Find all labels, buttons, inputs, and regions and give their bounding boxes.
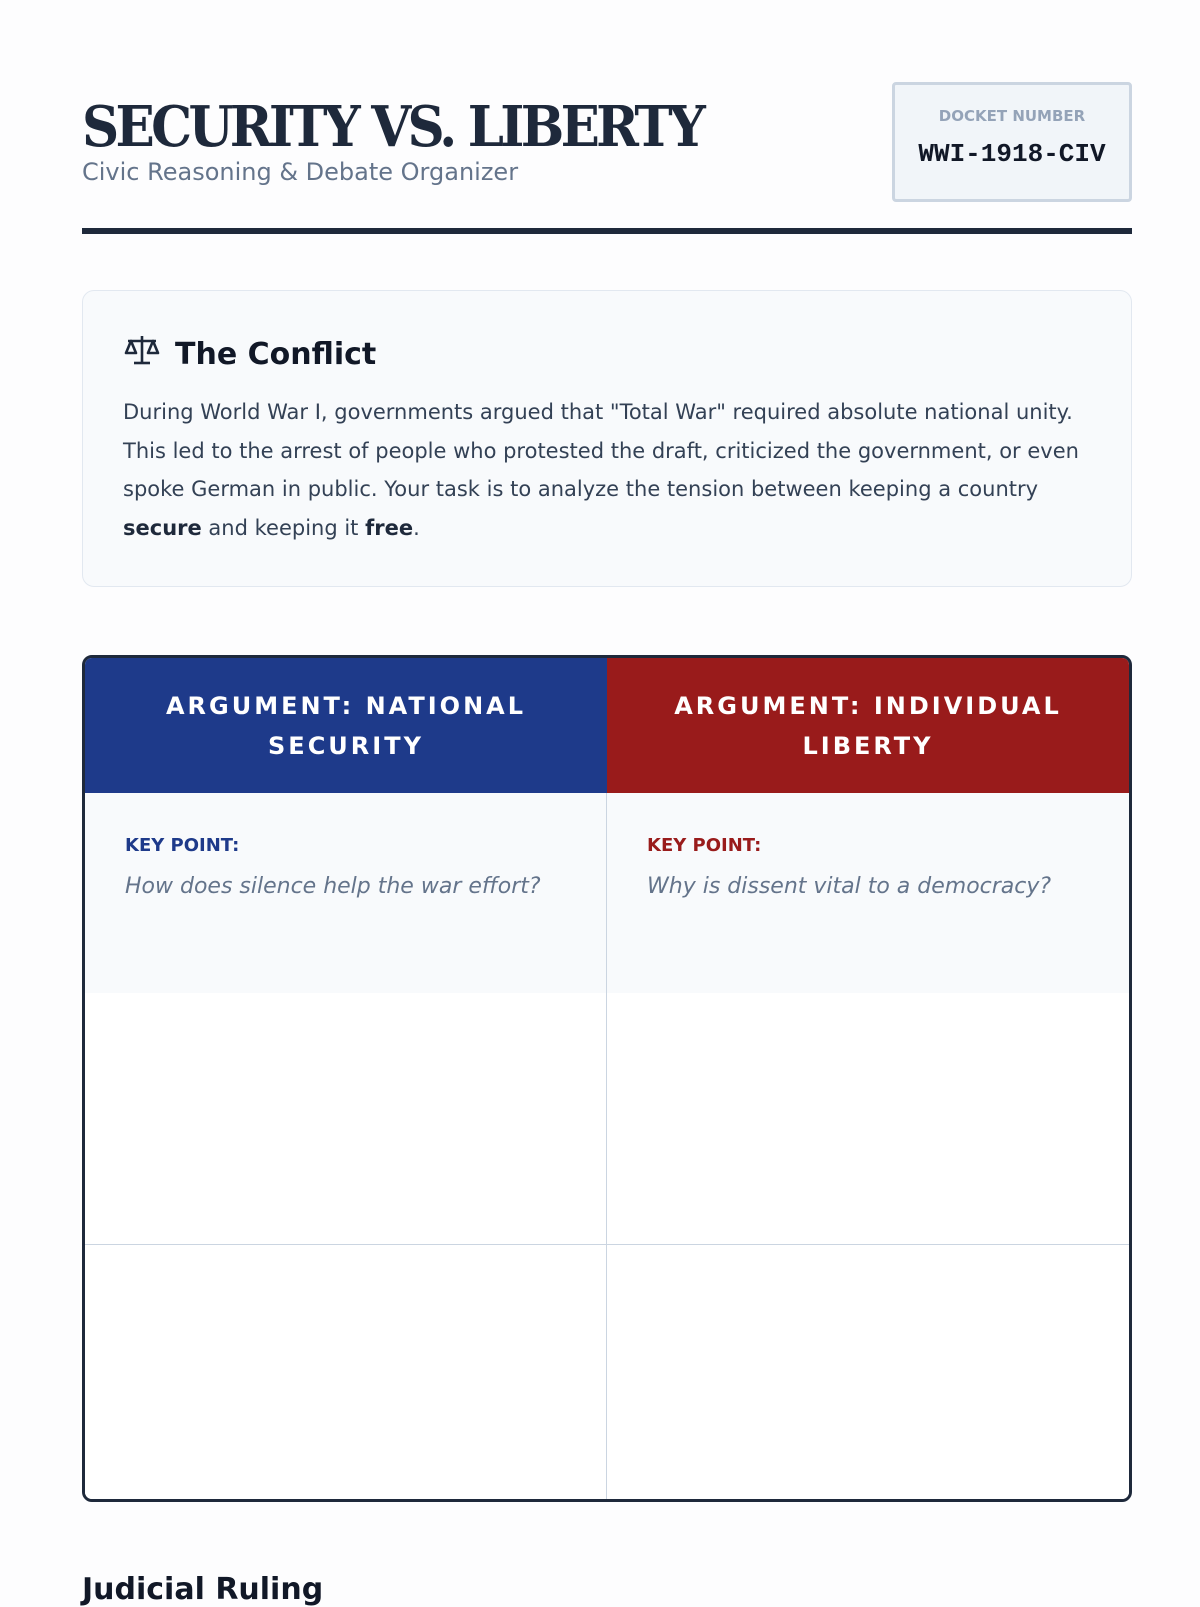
secure-emphasis: secure	[123, 515, 202, 540]
page-subtitle: Civic Reasoning & Debate Organizer	[82, 158, 519, 186]
key-point-label: KEY POINT:	[647, 835, 762, 856]
liberty-response-area-2[interactable]	[607, 1245, 1129, 1499]
conflict-heading	[123, 333, 1091, 375]
security-key-point	[85, 793, 607, 993]
conflict-description	[123, 393, 1091, 547]
conflict-title: The Conflict	[175, 336, 377, 372]
docket-box	[892, 82, 1132, 202]
conflict-text: During World War I, governments argued that "Total War" required absolute national unity. This led to the arrest of people who protested the draft, criticized the government, or even spoke German in public. Your task is to analyze the tension between keeping a country	[123, 400, 1079, 501]
key-point-question: Why is dissent vital to a democracy?	[647, 874, 1052, 899]
docket-number: WWI-1918-CIV	[918, 139, 1106, 169]
key-point-question: How does silence help the war effort?	[125, 874, 541, 899]
page-title: SECURITY VS. LIBERTY	[82, 94, 703, 160]
security-response-area-1[interactable]	[85, 993, 607, 1245]
key-point-label: KEY POINT:	[125, 835, 240, 856]
conflict-text: and keeping it	[201, 515, 366, 540]
security-response-area-2[interactable]	[85, 1245, 607, 1499]
scales-icon	[123, 333, 161, 375]
conflict-text: .	[413, 515, 420, 540]
docket-label: DOCKET NUMBER	[938, 107, 1086, 125]
judicial-ruling-heading: Judicial Ruling	[82, 1572, 324, 1607]
national-security-header: ARGUMENT: NATIONAL SECURITY	[85, 658, 607, 793]
conflict-card	[82, 290, 1132, 587]
individual-liberty-header: ARGUMENT: INDIVIDUAL LIBERTY	[607, 658, 1129, 793]
liberty-key-point	[607, 793, 1129, 993]
liberty-response-area-1[interactable]	[607, 993, 1129, 1245]
free-emphasis: free	[365, 515, 414, 540]
header	[82, 82, 1132, 234]
argument-table	[82, 655, 1132, 1502]
